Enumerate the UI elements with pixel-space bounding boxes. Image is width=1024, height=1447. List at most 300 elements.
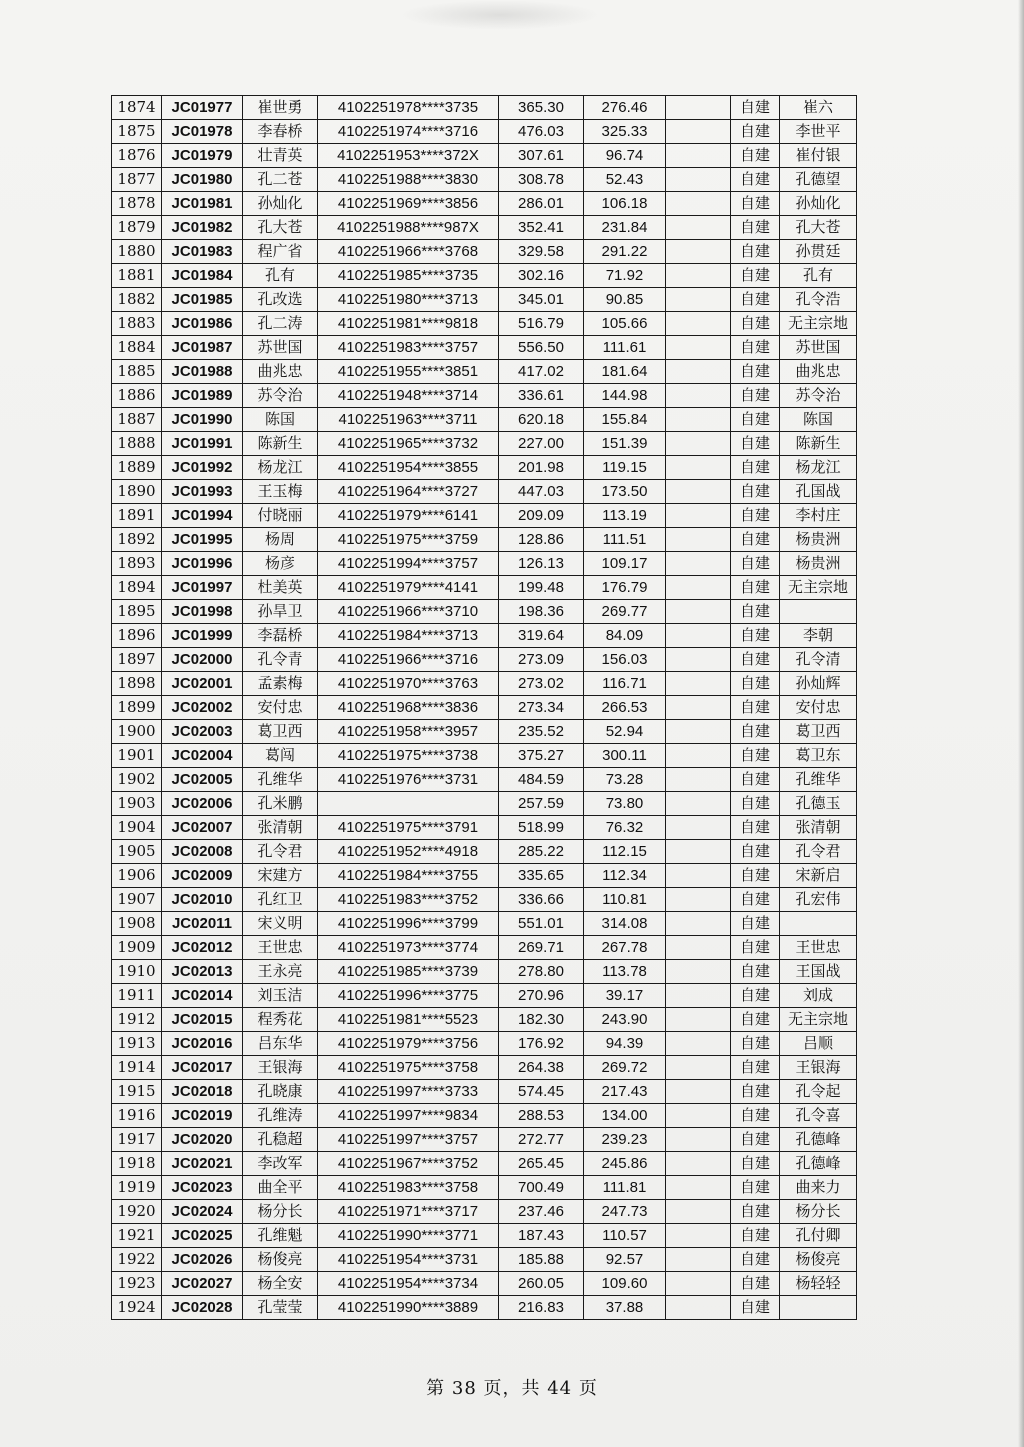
row-seq: 1901 [112,744,162,768]
row-owner: 孔令清 [780,648,857,672]
row-type: 自建 [731,1008,780,1032]
row-seq: 1882 [112,288,162,312]
table-row [112,384,857,408]
row-area-1: 476.03 [499,120,584,144]
row-area-2: 134.00 [584,1104,666,1128]
row-seq: 1889 [112,456,162,480]
row-owner: 无主宗地 [780,312,857,336]
row-name: 孔维华 [243,768,318,792]
row-blank-cell [666,1272,731,1296]
row-id-number: 4102251975****3791 [318,816,499,840]
table-row [112,480,857,504]
row-blank-cell [666,288,731,312]
row-id-number: 4102251975****3758 [318,1056,499,1080]
row-name: 杨全安 [243,1272,318,1296]
row-blank-cell [666,1056,731,1080]
row-blank-cell [666,768,731,792]
row-blank-cell [666,552,731,576]
row-name: 王玉梅 [243,480,318,504]
row-id-number: 4102251978****3735 [318,96,499,120]
row-seq: 1923 [112,1272,162,1296]
row-seq: 1898 [112,672,162,696]
row-code: JC02001 [162,672,243,696]
row-name: 吕东华 [243,1032,318,1056]
row-seq: 1907 [112,888,162,912]
row-code: JC02019 [162,1104,243,1128]
row-blank-cell [666,1152,731,1176]
row-area-1: 336.66 [499,888,584,912]
row-owner: 崔六 [780,96,857,120]
row-seq: 1879 [112,216,162,240]
row-seq: 1919 [112,1176,162,1200]
row-type: 自建 [731,888,780,912]
row-area-1: 365.30 [499,96,584,120]
row-type: 自建 [731,264,780,288]
table-row [112,984,857,1008]
row-area-1: 556.50 [499,336,584,360]
row-area-1: 257.59 [499,792,584,816]
row-area-1: 307.61 [499,144,584,168]
row-blank-cell [666,480,731,504]
row-id-number: 4102251988****3830 [318,168,499,192]
row-id-number: 4102251975****3738 [318,744,499,768]
row-owner: 孔令浩 [780,288,857,312]
row-name: 宋建方 [243,864,318,888]
row-blank-cell [666,120,731,144]
row-seq: 1915 [112,1080,162,1104]
row-area-2: 112.15 [584,840,666,864]
row-code: JC02014 [162,984,243,1008]
row-owner: 安付忠 [780,696,857,720]
row-seq: 1914 [112,1056,162,1080]
row-area-2: 52.43 [584,168,666,192]
row-owner: 崔付银 [780,144,857,168]
row-type: 自建 [731,552,780,576]
row-area-1: 235.52 [499,720,584,744]
table-row [112,840,857,864]
row-type: 自建 [731,912,780,936]
row-blank-cell [666,1200,731,1224]
row-owner: 苏世国 [780,336,857,360]
row-blank-cell [666,1080,731,1104]
table-row [112,912,857,936]
row-area-2: 52.94 [584,720,666,744]
row-name: 孔维涛 [243,1104,318,1128]
row-area-2: 267.78 [584,936,666,960]
row-seq: 1920 [112,1200,162,1224]
row-type: 自建 [731,600,780,624]
row-seq: 1880 [112,240,162,264]
row-area-1: 182.30 [499,1008,584,1032]
row-seq: 1886 [112,384,162,408]
row-owner: 孔德望 [780,168,857,192]
row-id-number: 4102251954****3734 [318,1272,499,1296]
row-id-number: 4102251971****3717 [318,1200,499,1224]
row-type: 自建 [731,1200,780,1224]
row-owner: 王国战 [780,960,857,984]
row-owner: 杨龙江 [780,456,857,480]
row-type: 自建 [731,744,780,768]
row-type: 自建 [731,792,780,816]
row-type: 自建 [731,1152,780,1176]
row-type: 自建 [731,288,780,312]
row-name: 孔改选 [243,288,318,312]
row-id-number: 4102251996****3775 [318,984,499,1008]
row-id-number: 4102251983****3757 [318,336,499,360]
row-area-1: 700.49 [499,1176,584,1200]
table-row [112,96,857,120]
row-type: 自建 [731,1032,780,1056]
row-area-1: 209.09 [499,504,584,528]
row-area-2: 84.09 [584,624,666,648]
row-type: 自建 [731,648,780,672]
row-code: JC02004 [162,744,243,768]
table-row [112,528,857,552]
row-seq: 1892 [112,528,162,552]
table-row [112,1032,857,1056]
table-row [112,432,857,456]
row-id-number: 4102251983****3758 [318,1176,499,1200]
row-id-number: 4102251963****3711 [318,408,499,432]
row-code: JC02003 [162,720,243,744]
row-id-number: 4102251973****3774 [318,936,499,960]
row-code: JC02000 [162,648,243,672]
row-blank-cell [666,192,731,216]
row-blank-cell [666,672,731,696]
row-owner: 杨分长 [780,1200,857,1224]
row-area-1: 264.38 [499,1056,584,1080]
row-blank-cell [666,216,731,240]
row-type: 自建 [731,312,780,336]
row-seq: 1902 [112,768,162,792]
row-seq: 1900 [112,720,162,744]
row-type: 自建 [731,408,780,432]
row-id-number: 4102251953****372X [318,144,499,168]
row-code: JC01982 [162,216,243,240]
row-name: 孔二涛 [243,312,318,336]
row-area-2: 111.81 [584,1176,666,1200]
row-area-2: 113.78 [584,960,666,984]
row-code: JC02010 [162,888,243,912]
row-code: JC01986 [162,312,243,336]
row-owner: 杨贵洲 [780,528,857,552]
row-name: 陈国 [243,408,318,432]
row-seq: 1913 [112,1032,162,1056]
row-name: 孙灿化 [243,192,318,216]
row-type: 自建 [731,984,780,1008]
row-area-2: 105.66 [584,312,666,336]
row-blank-cell [666,264,731,288]
row-name: 孔维魁 [243,1224,318,1248]
table-row [112,672,857,696]
row-type: 自建 [731,480,780,504]
row-code: JC01980 [162,168,243,192]
table-row [112,336,857,360]
row-id-number: 4102251955****3851 [318,360,499,384]
table-row [112,744,857,768]
row-code: JC02025 [162,1224,243,1248]
row-name: 宋义明 [243,912,318,936]
row-code: JC01993 [162,480,243,504]
row-blank-cell [666,456,731,480]
table-row [112,1152,857,1176]
row-code: JC02007 [162,816,243,840]
row-blank-cell [666,960,731,984]
row-name: 安付忠 [243,696,318,720]
row-seq: 1899 [112,696,162,720]
row-area-2: 239.23 [584,1128,666,1152]
row-blank-cell [666,624,731,648]
row-owner: 孔令君 [780,840,857,864]
row-owner: 杨俊亮 [780,1248,857,1272]
row-area-1: 198.36 [499,600,584,624]
row-blank-cell [666,936,731,960]
row-type: 自建 [731,504,780,528]
row-id-number: 4102251997****3757 [318,1128,499,1152]
table-row [112,648,857,672]
row-blank-cell [666,792,731,816]
row-code: JC02026 [162,1248,243,1272]
row-area-1: 185.88 [499,1248,584,1272]
row-area-1: 273.02 [499,672,584,696]
row-area-1: 237.46 [499,1200,584,1224]
row-name: 张清朝 [243,816,318,840]
row-area-2: 156.03 [584,648,666,672]
table-row [112,1200,857,1224]
row-seq: 1890 [112,480,162,504]
row-area-2: 116.71 [584,672,666,696]
row-seq: 1893 [112,552,162,576]
row-code: JC02008 [162,840,243,864]
row-id-number: 4102251964****3727 [318,480,499,504]
row-name: 杨分长 [243,1200,318,1224]
row-owner: 孔令喜 [780,1104,857,1128]
table-row [112,216,857,240]
row-seq: 1906 [112,864,162,888]
row-area-1: 336.61 [499,384,584,408]
row-area-1: 278.80 [499,960,584,984]
row-owner: 宋新启 [780,864,857,888]
row-name: 杨龙江 [243,456,318,480]
row-area-1: 216.83 [499,1296,584,1320]
table-row [112,792,857,816]
row-id-number: 4102251981****9818 [318,312,499,336]
row-id-number: 4102251979****4141 [318,576,499,600]
row-id-number: 4102251952****4918 [318,840,499,864]
row-code: JC01988 [162,360,243,384]
table-row [112,816,857,840]
row-name: 孔大苍 [243,216,318,240]
row-code: JC02023 [162,1176,243,1200]
row-seq: 1897 [112,648,162,672]
row-name: 孔稳超 [243,1128,318,1152]
row-seq: 1891 [112,504,162,528]
row-seq: 1884 [112,336,162,360]
row-type: 自建 [731,216,780,240]
row-area-1: 551.01 [499,912,584,936]
row-area-2: 37.88 [584,1296,666,1320]
row-area-2: 92.57 [584,1248,666,1272]
row-area-1: 260.05 [499,1272,584,1296]
row-seq: 1910 [112,960,162,984]
row-blank-cell [666,528,731,552]
row-blank-cell [666,864,731,888]
row-owner: 孔有 [780,264,857,288]
row-seq: 1895 [112,600,162,624]
row-type: 自建 [731,840,780,864]
table-row [112,1080,857,1104]
row-code: JC02012 [162,936,243,960]
row-area-2: 245.86 [584,1152,666,1176]
row-id-number: 4102251969****3856 [318,192,499,216]
row-code: JC02009 [162,864,243,888]
row-area-1: 288.53 [499,1104,584,1128]
land-records-table [111,95,857,1320]
row-owner: 孔付卿 [780,1224,857,1248]
row-id-number: 4102251994****3757 [318,552,499,576]
row-owner: 孙贯廷 [780,240,857,264]
row-seq: 1922 [112,1248,162,1272]
row-code: JC01981 [162,192,243,216]
row-code: JC02028 [162,1296,243,1320]
row-owner: 孔国战 [780,480,857,504]
row-type: 自建 [731,1248,780,1272]
row-owner: 孔令起 [780,1080,857,1104]
row-type: 自建 [731,456,780,480]
table-row [112,1128,857,1152]
row-code: JC01996 [162,552,243,576]
table-row [112,408,857,432]
row-name: 孔红卫 [243,888,318,912]
row-code: JC02024 [162,1200,243,1224]
table-row [112,960,857,984]
row-type: 自建 [731,1272,780,1296]
row-area-1: 269.71 [499,936,584,960]
row-name: 杨俊亮 [243,1248,318,1272]
row-owner [780,1296,857,1320]
row-name: 李春桥 [243,120,318,144]
row-area-1: 352.41 [499,216,584,240]
row-blank-cell [666,576,731,600]
row-seq: 1903 [112,792,162,816]
row-name: 孔晓康 [243,1080,318,1104]
row-id-number: 4102251983****3752 [318,888,499,912]
row-blank-cell [666,432,731,456]
row-owner: 孔德峰 [780,1128,857,1152]
row-id-number: 4102251990****3771 [318,1224,499,1248]
table-row [112,696,857,720]
row-area-1: 201.98 [499,456,584,480]
row-area-1: 447.03 [499,480,584,504]
row-name: 曲全平 [243,1176,318,1200]
table-row [112,264,857,288]
row-type: 自建 [731,864,780,888]
row-type: 自建 [731,672,780,696]
row-code: JC01983 [162,240,243,264]
row-type: 自建 [731,816,780,840]
row-type: 自建 [731,1128,780,1152]
row-area-2: 110.57 [584,1224,666,1248]
row-type: 自建 [731,696,780,720]
row-area-2: 144.98 [584,384,666,408]
table-row [112,192,857,216]
row-owner: 孔德峰 [780,1152,857,1176]
row-area-1: 227.00 [499,432,584,456]
row-area-2: 276.46 [584,96,666,120]
row-code: JC01998 [162,600,243,624]
row-name: 程广省 [243,240,318,264]
row-name: 孔令君 [243,840,318,864]
row-name: 刘玉洁 [243,984,318,1008]
row-id-number: 4102251980****3713 [318,288,499,312]
row-blank-cell [666,1176,731,1200]
row-blank-cell [666,840,731,864]
row-area-2: 94.39 [584,1032,666,1056]
row-area-1: 187.43 [499,1224,584,1248]
row-area-2: 325.33 [584,120,666,144]
row-id-number: 4102251984****3713 [318,624,499,648]
row-owner: 无主宗地 [780,576,857,600]
row-code: JC02011 [162,912,243,936]
row-area-2: 110.81 [584,888,666,912]
table-row [112,360,857,384]
row-blank-cell [666,96,731,120]
page-number-footer: 第 38 页，共 44 页 [426,1378,598,1399]
row-seq: 1878 [112,192,162,216]
row-area-1: 518.99 [499,816,584,840]
row-blank-cell [666,912,731,936]
table-row [112,624,857,648]
row-blank-cell [666,600,731,624]
row-owner: 杨轻轻 [780,1272,857,1296]
table-row [112,504,857,528]
row-seq: 1904 [112,816,162,840]
row-type: 自建 [731,768,780,792]
table-row [112,720,857,744]
row-area-2: 176.79 [584,576,666,600]
row-id-number: 4102251967****3752 [318,1152,499,1176]
table-row [112,552,857,576]
row-owner: 陈新生 [780,432,857,456]
row-owner: 孔大苍 [780,216,857,240]
row-owner: 孙灿化 [780,192,857,216]
row-area-1: 286.01 [499,192,584,216]
table-row [112,144,857,168]
row-owner: 曲兆忠 [780,360,857,384]
row-type: 自建 [731,528,780,552]
table-row [112,1056,857,1080]
row-type: 自建 [731,336,780,360]
row-code: JC02013 [162,960,243,984]
table-row [112,864,857,888]
row-area-1: 272.77 [499,1128,584,1152]
scan-artifact [400,0,600,30]
row-owner: 吕顺 [780,1032,857,1056]
row-area-1: 273.09 [499,648,584,672]
row-owner [780,912,857,936]
row-seq: 1917 [112,1128,162,1152]
row-area-2: 314.08 [584,912,666,936]
row-owner: 王银海 [780,1056,857,1080]
row-area-2: 217.43 [584,1080,666,1104]
row-area-2: 106.18 [584,192,666,216]
row-area-2: 71.92 [584,264,666,288]
row-area-2: 96.74 [584,144,666,168]
row-name: 王银海 [243,1056,318,1080]
row-type: 自建 [731,1104,780,1128]
row-code: JC01984 [162,264,243,288]
row-id-number: 4102251979****3756 [318,1032,499,1056]
